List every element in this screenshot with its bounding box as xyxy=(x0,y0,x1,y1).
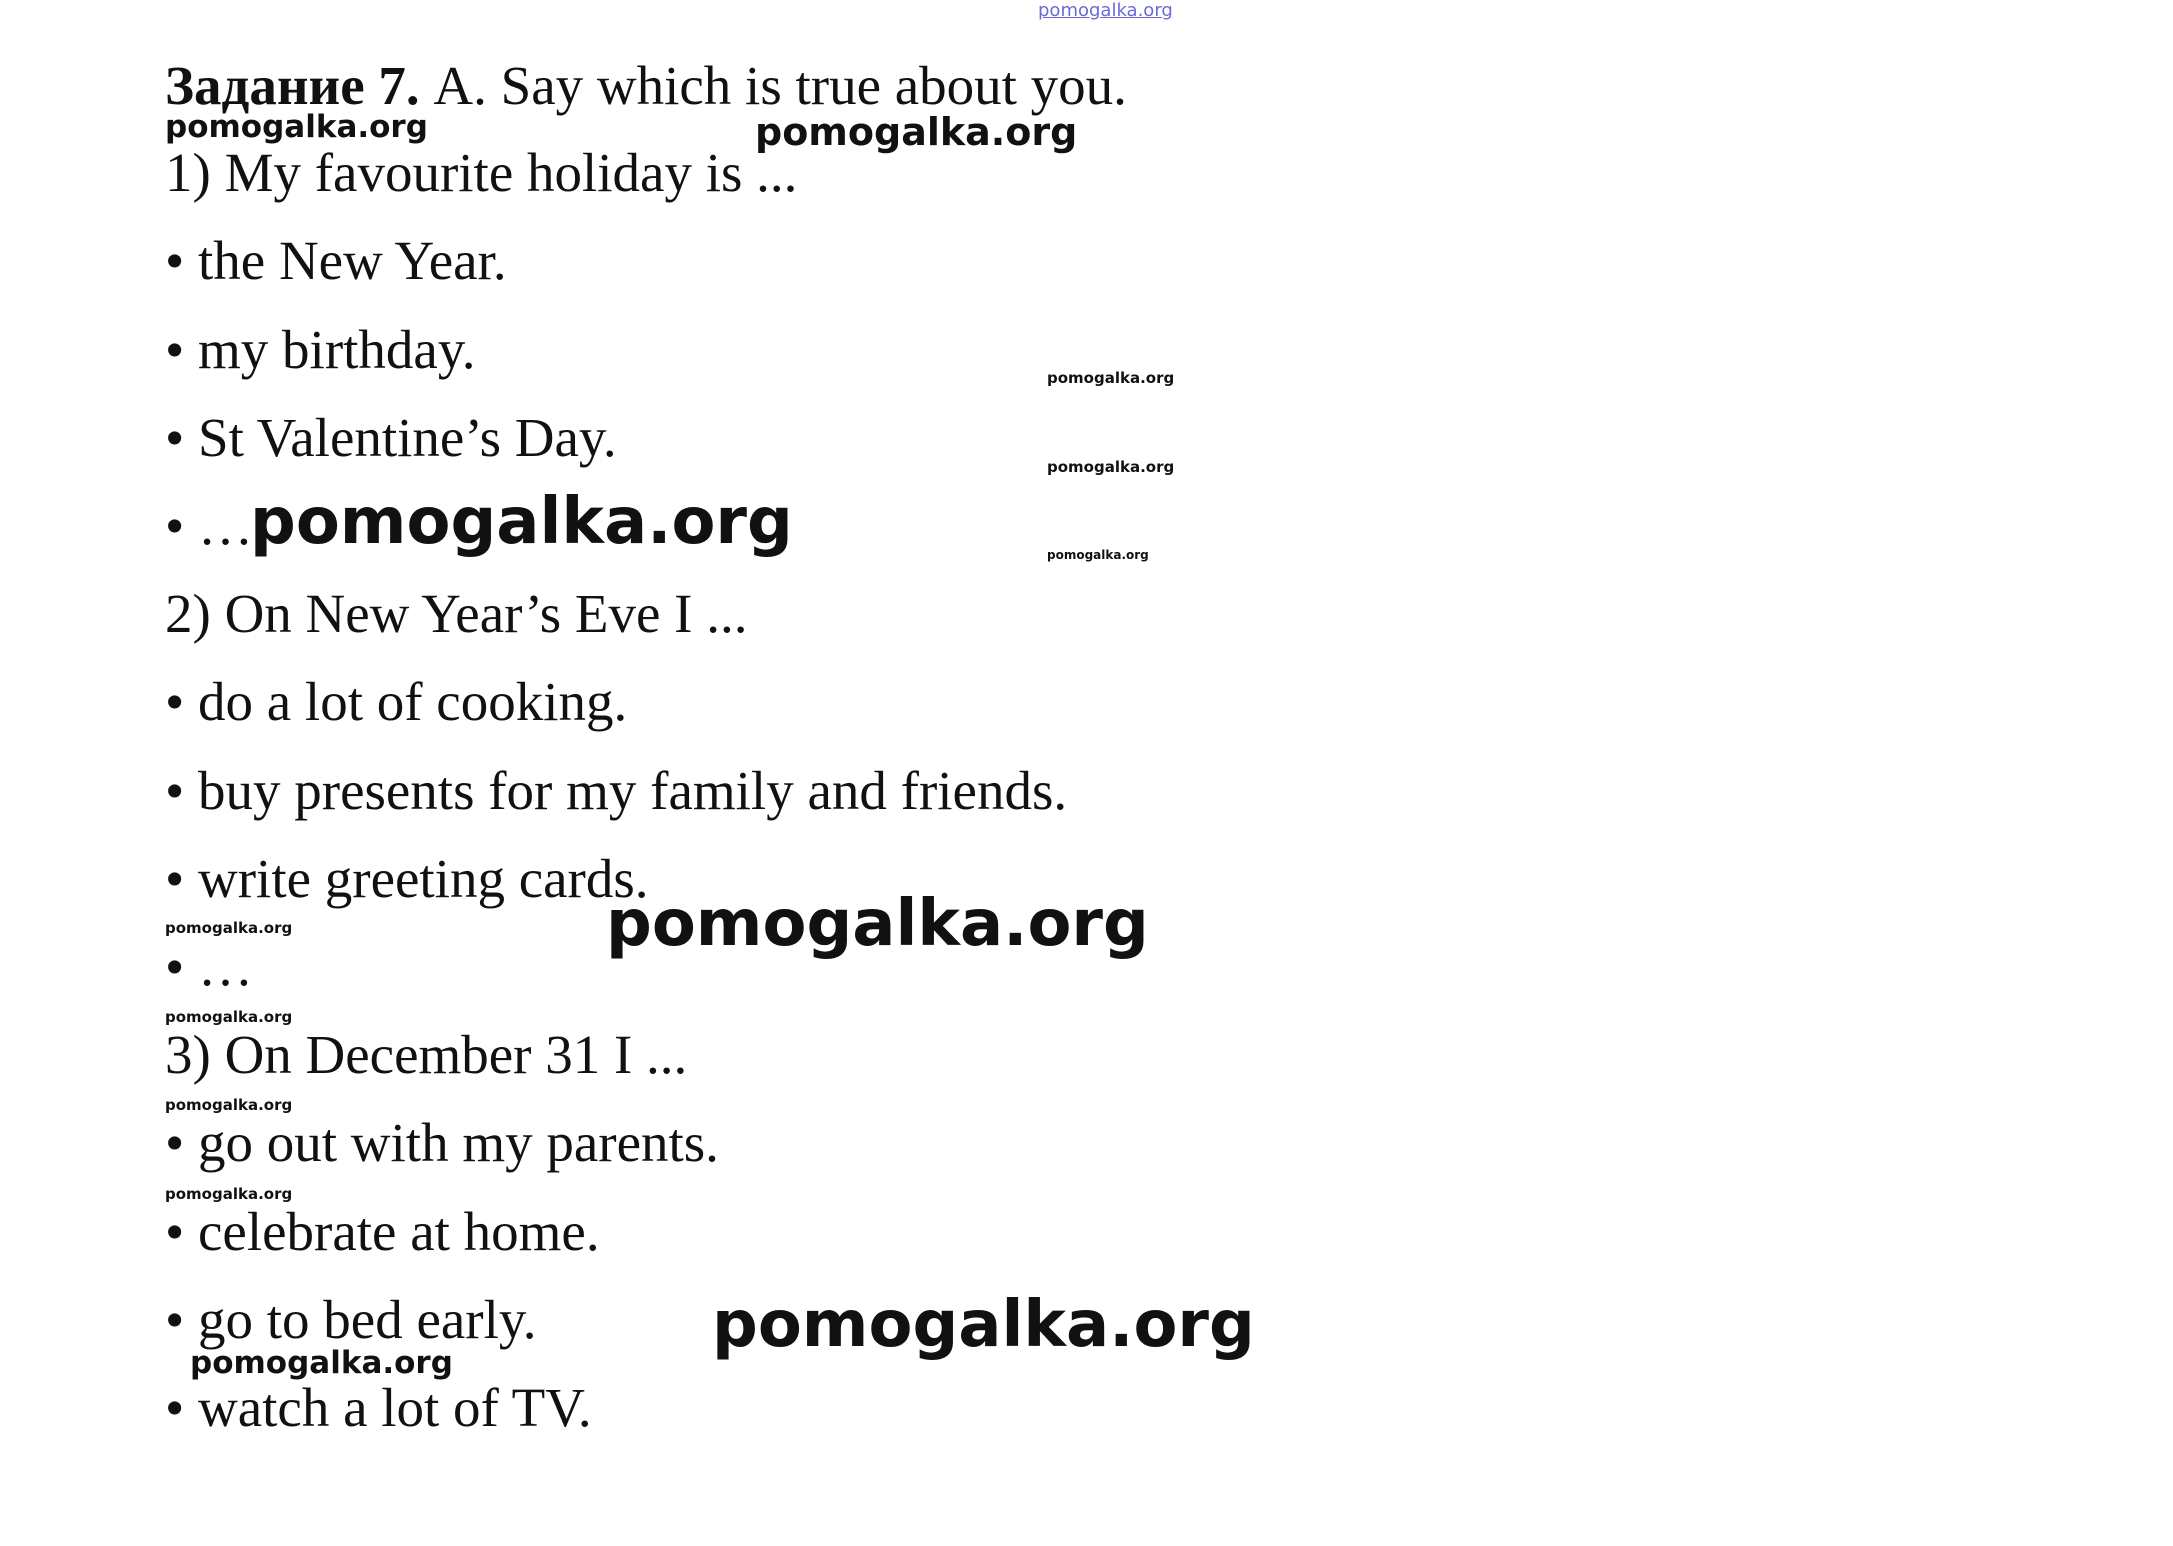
question-2-prompt: 2) On New Year’s Eve I ... xyxy=(165,583,748,644)
question-3-option-3: • go to bed early. xyxy=(165,1289,537,1350)
watermark: pomogalka.org xyxy=(250,485,793,559)
watermark: pomogalka.org xyxy=(1047,548,1149,562)
watermark: pomogalka.org xyxy=(165,919,293,937)
watermark: pomogalka.org xyxy=(190,1345,453,1381)
header-watermark-link[interactable]: pomogalka.org xyxy=(1038,0,1173,21)
watermark: pomogalka.org xyxy=(606,887,1149,961)
watermark: pomogalka.org xyxy=(165,1008,293,1026)
watermark: pomogalka.org xyxy=(712,1288,1255,1362)
question-3-option-4: • watch a lot of TV. xyxy=(165,1377,592,1438)
watermark: pomogalka.org xyxy=(1047,458,1175,476)
question-1-option-3: • St Valentine’s Day. xyxy=(165,407,617,468)
question-2-option-3: • write greeting cards. xyxy=(165,848,649,909)
question-3-option-1: • go out with my parents. xyxy=(165,1112,719,1173)
question-3-prompt: 3) On December 31 I ... xyxy=(165,1024,688,1085)
question-1-option-1: • the New Year. xyxy=(165,230,507,291)
watermark: pomogalka.org xyxy=(165,1096,293,1114)
question-1-option-2: • my birthday. xyxy=(165,319,476,380)
question-3-option-2: • celebrate at home. xyxy=(165,1201,600,1262)
question-1-prompt: 1) My favourite holiday is ... xyxy=(165,142,798,203)
watermark: pomogalka.org xyxy=(755,110,1078,154)
question-2-option-1: • do a lot of cooking. xyxy=(165,671,628,732)
watermark: pomogalka.org xyxy=(1047,369,1175,387)
question-2-option-2: • buy presents for my family and friends. xyxy=(165,760,1068,821)
task-instruction: A. Say which is true about you. xyxy=(433,55,1127,116)
task-title xyxy=(165,55,1127,116)
question-1-option-4: • … xyxy=(165,495,254,556)
watermark: pomogalka.org xyxy=(165,109,428,145)
watermark: pomogalka.org xyxy=(165,1185,293,1203)
task-label: Задание 7. xyxy=(165,55,420,116)
question-2-option-4: • … xyxy=(165,936,254,997)
